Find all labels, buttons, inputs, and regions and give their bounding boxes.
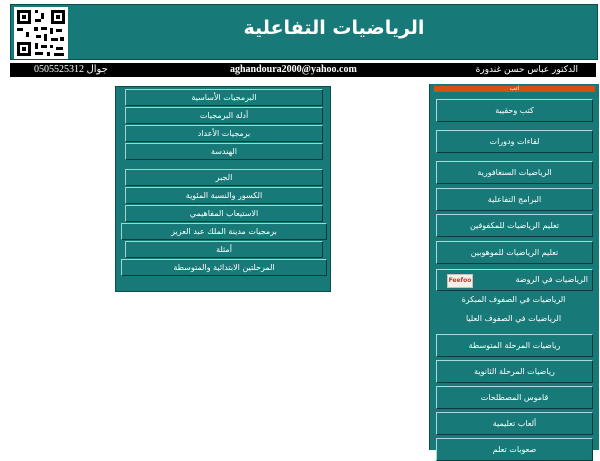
sidebar-item-middle-school[interactable]: رياضيات المرحلة المتوسطة xyxy=(436,334,593,357)
program-link-basic[interactable]: البرمجيات الأساسية xyxy=(125,89,323,106)
program-link-examples[interactable]: أمثلة xyxy=(125,241,323,258)
program-link-primary-middle[interactable]: المرحلتين الابتدائية والمتوسطة xyxy=(121,259,327,276)
programs-panel xyxy=(115,86,331,292)
sidebar-item-label: الرياضيات في الروضة xyxy=(515,275,588,284)
sidebar-item-high-school[interactable]: رياضيات المرحلة الثانوية xyxy=(436,360,593,383)
sidebar-item-early-grades[interactable]: الرياضيات في الصفوف المبكرة xyxy=(461,295,566,304)
kindergarten-logo-icon: Feefoo xyxy=(447,274,473,288)
program-link-guides[interactable]: أدلة البرمجيات xyxy=(125,107,323,124)
sidebar-item-meetings[interactable]: لقاءات ودورات xyxy=(436,130,593,153)
contact-bar xyxy=(10,63,596,77)
program-link-fractions[interactable]: الكسور والنسبة المئوية xyxy=(125,187,323,204)
site-title: الرياضيات التفاعلية xyxy=(243,17,425,39)
sidebar-item-blind[interactable]: تعليم الرياضيات للمكفوفين xyxy=(436,214,593,237)
sidebar-item-singapore[interactable]: الرياضيات السنغافورية xyxy=(436,161,593,184)
sidebar xyxy=(429,84,599,454)
sidebar-item-books[interactable]: كتب وحقيبة xyxy=(436,99,593,122)
program-link-geometry[interactable]: الهندسة xyxy=(125,143,323,160)
sidebar-item-interactive[interactable]: البرامج التفاعلية xyxy=(436,188,593,211)
sidebar-item-kindergarten[interactable] xyxy=(436,269,593,291)
phone-number: 0505525312 جوال xyxy=(34,64,108,75)
sidebar-item-gifted[interactable]: تعليم الرياضيات للموهوبين xyxy=(436,241,593,264)
sidebar-item-glossary[interactable]: قاموس المصطلحات xyxy=(436,386,593,409)
page-header xyxy=(10,4,598,60)
sidebar-item-upper-grades[interactable]: الرياضيات في الصفوف العليا xyxy=(465,314,562,323)
program-link-kacst[interactable]: برمجيات مدينة الملك عبد العزيز xyxy=(121,223,327,240)
program-link-conceptual[interactable]: الاستيعاب المفاهيمي xyxy=(125,205,323,222)
program-link-numbers[interactable]: برمجيات الأعداد xyxy=(125,125,323,142)
sidebar-item-games[interactable]: ألعاب تعليمية xyxy=(436,412,593,435)
author-name: الدكتور عباس حسن غندورة xyxy=(475,65,578,75)
program-link-algebra[interactable]: الجبر xyxy=(125,169,323,186)
email-link[interactable]: aghandoura2000@yahoo.com xyxy=(230,64,357,75)
sidebar-item-learning-difficulties[interactable]: صعوبات تعلم xyxy=(436,438,593,461)
qr-code-icon xyxy=(14,7,68,59)
sidebar-top-strip: اتب xyxy=(434,86,595,92)
